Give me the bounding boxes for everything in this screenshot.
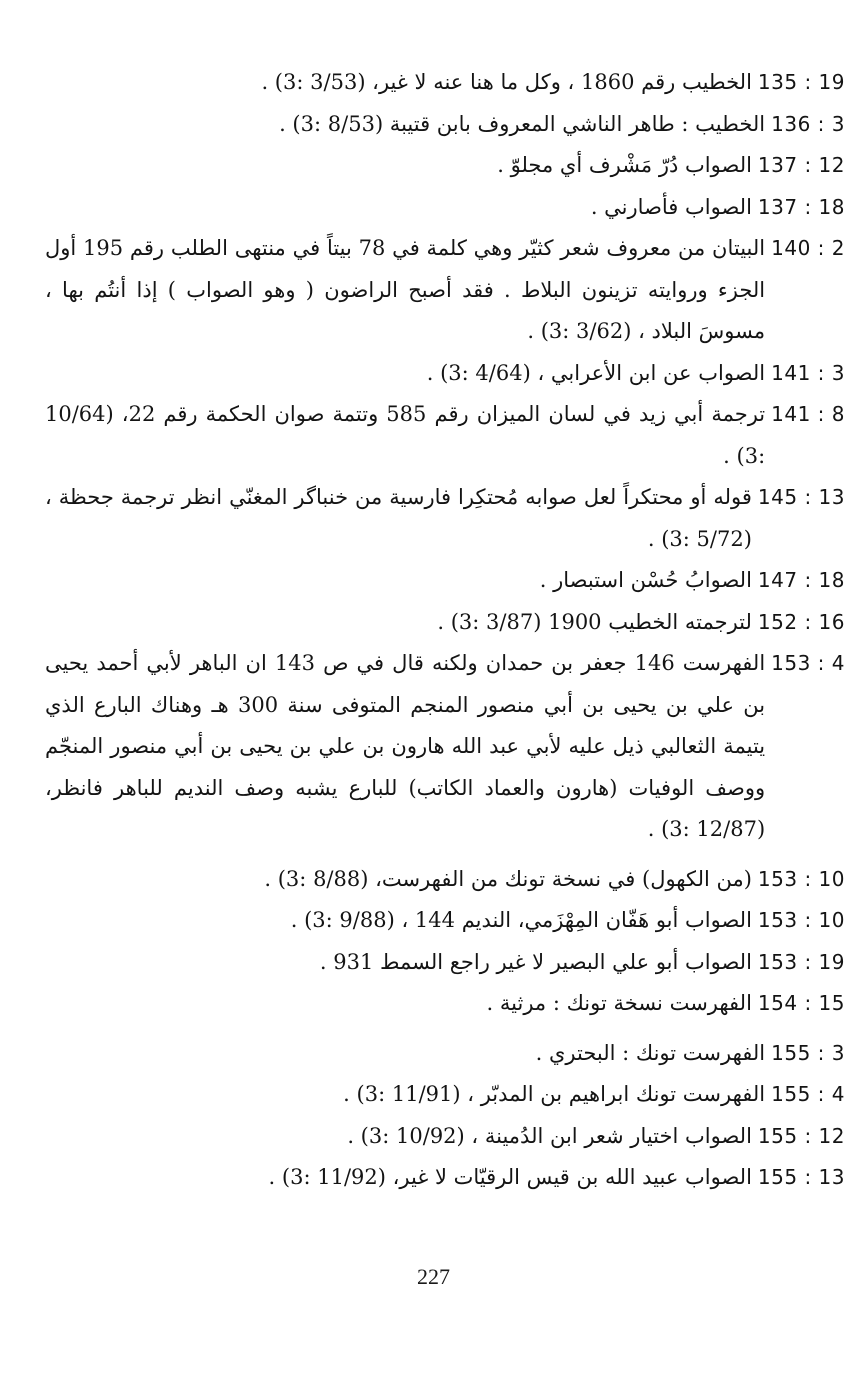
entry-reference: 153 : 10 bbox=[757, 866, 845, 891]
entry-text: الصواب عن ابن الأعرابي ، (4/64 :3) . bbox=[426, 360, 766, 385]
entry-reference: 155 : 4 bbox=[771, 1082, 845, 1106]
entry-reference: 140 : 2 bbox=[771, 236, 845, 260]
entry-141-3 bbox=[45, 353, 845, 395]
entry-reference: 141 : 3 bbox=[771, 360, 845, 385]
entry-reference: 135 : 19 bbox=[757, 70, 845, 94]
correction-entries-list bbox=[45, 62, 845, 1199]
entry-text: الفهرست 146 جعفر بن حمدان ولكنه قال في ص 143 ان الباهر لأبي أحمد يحيى بن علي بن يحيى بن أبي منصور المنجم المتوفى سنة 300 هـ وهناك البارع الذي يتيمة الثعالبي ذيل عليه لأبي عبد الله هارون بن علي بن يحيى بن أبي منصور المنجّم ووصف الوفيات (هارون والعماد الكاتب) للبارع يشبه وصف النديم للباهر فانظر، (12/87 :3) . bbox=[45, 651, 766, 841]
entry-155-13 bbox=[45, 1157, 845, 1199]
entry-text: الصواب فأصارني . bbox=[590, 194, 752, 219]
entry-reference: 154 : 15 bbox=[757, 991, 845, 1015]
entry-153-4 bbox=[45, 643, 845, 851]
entry-text: الصواب عبيد الله بن قيس الرقيّات لا غير، (11/92 :3) . bbox=[268, 1165, 752, 1189]
entry-reference: 137 : 18 bbox=[757, 194, 845, 219]
entry-text: الخطيب رقم 1860 ، وكل ما هنا عنه لا غير، (3/53 :3) . bbox=[261, 70, 752, 94]
entry-text: الصوابُ حُسْن استبصار . bbox=[539, 568, 752, 592]
page-number: 227 bbox=[417, 1264, 450, 1289]
entry-137-18 bbox=[45, 187, 845, 229]
entry-reference: 152 : 16 bbox=[757, 609, 845, 634]
entry-reference: 145 : 13 bbox=[757, 485, 845, 509]
entry-text: الفهرست تونك ابراهيم بن المدبّر ، (11/91 :3) . bbox=[343, 1082, 766, 1106]
entry-text: لترجمته الخطيب 1900 (3/87 :3) . bbox=[437, 609, 752, 634]
entry-reference: 155 : 13 bbox=[757, 1165, 845, 1189]
entry-text: الصواب دُرّ مَشْرف أي مجلوّ . bbox=[497, 153, 752, 177]
entry-reference: 153 : 10 bbox=[757, 908, 845, 932]
entry-152-16 bbox=[45, 602, 845, 644]
entry-147-18 bbox=[45, 560, 845, 602]
entry-135-19 bbox=[45, 62, 845, 104]
entry-reference: 155 : 3 bbox=[771, 1040, 845, 1065]
entry-text: البيتان من معروف شعر كثيّر وهي كلمة في 78 بيتاً في منتهى الطلب رقم 195 أول الجزء وروايته تزينون البلاط . فقد أصبح الراضون ( وهو الصواب ) إذا أنتُم بها ، مسوسَ البلاد ، (3/62 :3) . bbox=[45, 236, 766, 343]
entry-text: الفهرست تونك : البحتري . bbox=[535, 1040, 766, 1065]
entry-reference: 153 : 4 bbox=[771, 651, 845, 675]
entry-reference: 137 : 12 bbox=[757, 153, 845, 177]
entry-153-10-b bbox=[45, 900, 845, 942]
entry-140-2 bbox=[45, 228, 845, 353]
entry-141-8 bbox=[45, 394, 845, 477]
entry-text: قوله أو محتكراً لعل صوابه مُحتكِرا فارسية من خنباگر المغنّي انظر ترجمة جحظة ، (5/72 :3) . bbox=[45, 485, 752, 551]
entry-154-15 bbox=[45, 983, 845, 1025]
entry-153-10-a bbox=[45, 859, 845, 901]
entry-reference: 153 : 19 bbox=[757, 949, 845, 974]
entry-text: ترجمة أبي زيد في لسان الميزان رقم 585 وتتمة صوان الحكمة رقم 22، (10/64 :3) . bbox=[45, 402, 766, 468]
entry-145-13 bbox=[45, 477, 845, 560]
entry-text: (من الكهول) في نسخة تونك من الفهرست، (8/88 :3) . bbox=[264, 866, 752, 891]
entry-text: الصواب اختيار شعر ابن الدُمينة ، (10/92 :3) . bbox=[347, 1123, 752, 1148]
entry-155-4 bbox=[45, 1074, 845, 1116]
entry-reference: 147 : 18 bbox=[757, 568, 845, 592]
entry-reference: 136 : 3 bbox=[771, 111, 845, 136]
entry-153-19 bbox=[45, 942, 845, 984]
entry-136-3 bbox=[45, 104, 845, 146]
entry-reference: 155 : 12 bbox=[757, 1123, 845, 1148]
entry-text: الفهرست نسخة تونك : مرثية . bbox=[486, 991, 752, 1015]
entry-155-12 bbox=[45, 1116, 845, 1158]
entry-137-12 bbox=[45, 145, 845, 187]
entry-text: الصواب أبو علي البصير لا غير راجع السمط 931 . bbox=[319, 949, 752, 974]
entry-text: الخطيب : طاهر الناشي المعروف بابن قتيبة (8/53 :3) . bbox=[279, 111, 766, 136]
entry-text: الصواب أبو هَفّان المِهْزَمي، النديم 144 ، (9/88 :3) . bbox=[290, 908, 752, 932]
entry-155-3 bbox=[45, 1033, 845, 1075]
entry-reference: 141 : 8 bbox=[771, 402, 845, 426]
